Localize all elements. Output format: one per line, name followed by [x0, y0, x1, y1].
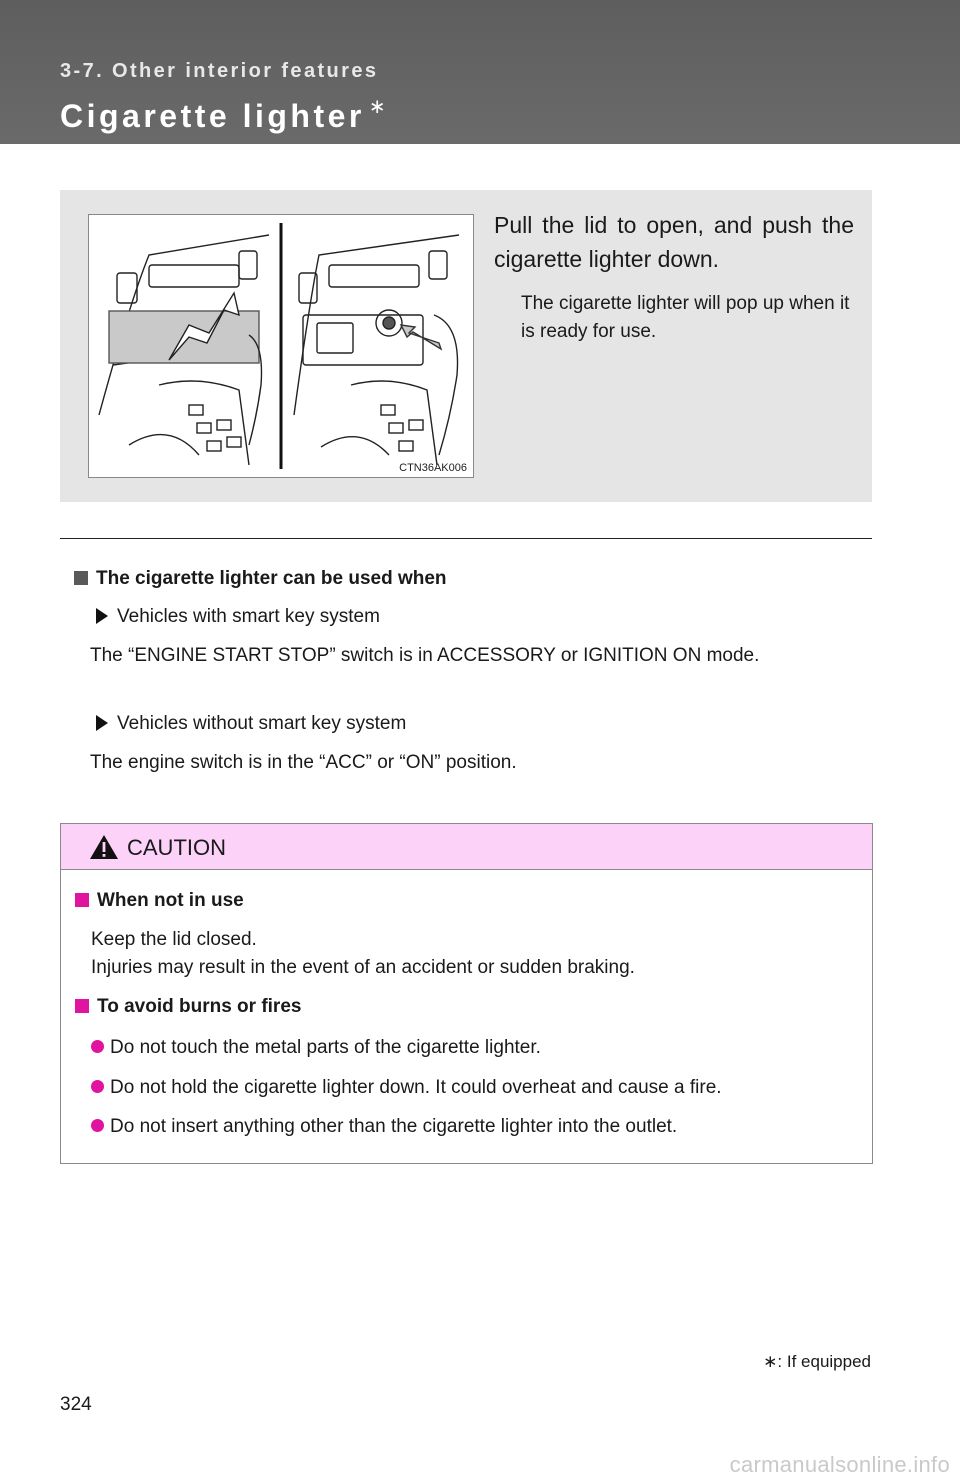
no-smart-key-label — [96, 713, 406, 735]
no-smart-key-label-text: Vehicles without smart key system — [117, 713, 407, 734]
square-bullet-icon — [75, 893, 89, 907]
caution-bullet — [91, 1116, 677, 1138]
figure-instruction: Pull the lid to open, and push the cigarette lighter down. — [494, 212, 854, 272]
caution-section-heading-text: When not in use — [97, 890, 244, 911]
caution-bullet-text: Do not hold the cigarette lighter down. It could overheat and cause a fire. — [110, 1077, 722, 1098]
console-drawing — [89, 215, 473, 477]
watermark: carmanualsonline.info — [729, 1452, 950, 1477]
caution-section-heading — [75, 890, 244, 912]
warning-icon — [89, 834, 119, 860]
caution-section-heading — [75, 996, 301, 1018]
arrow-icon — [96, 715, 108, 731]
bullet-dot-icon — [91, 1119, 104, 1132]
section-label: 3-7. Other interior features — [60, 60, 379, 82]
square-bullet-icon — [75, 999, 89, 1013]
caution-bullet — [91, 1037, 541, 1059]
caution-box — [60, 823, 873, 1164]
smart-key-label-text: Vehicles with smart key system — [117, 606, 380, 627]
cigarette-lighter-illustration — [88, 214, 474, 478]
caution-bullet-text: Do not insert anything other than the cigarette lighter into the outlet. — [110, 1116, 678, 1137]
notes-heading-text: The cigarette lighter can be used when — [96, 568, 447, 589]
bullet-dot-icon — [91, 1080, 104, 1093]
figure-code: CTN36AK006 — [399, 462, 467, 474]
caution-section-heading-text: To avoid burns or fires — [97, 996, 302, 1017]
page-number: 324 — [60, 1394, 92, 1415]
caution-header — [61, 824, 872, 870]
page-header — [0, 0, 960, 144]
smart-key-label — [96, 606, 380, 628]
arrow-icon — [96, 608, 108, 624]
square-bullet-icon — [74, 571, 88, 585]
no-smart-key-text: The engine switch is in the “ACC” or “ON” position. — [90, 752, 517, 773]
caution-bullet — [91, 1077, 722, 1099]
caution-bullet-text: Do not touch the metal parts of the cigarette lighter. — [110, 1037, 541, 1058]
page-title — [60, 94, 386, 135]
if-equipped-mark: ∗ — [368, 96, 386, 118]
caution-text: Keep the lid closed. — [91, 929, 257, 950]
figure-detail: The cigarette lighter will pop up when it is ready for use. — [521, 293, 850, 342]
bullet-dot-icon — [91, 1040, 104, 1053]
caution-text: Injuries may result in the event of an accident or sudden braking. — [91, 957, 635, 978]
divider-rule — [60, 538, 872, 539]
notes-heading — [74, 568, 447, 590]
caution-title: CAUTION — [127, 835, 226, 860]
page-title-text: Cigarette lighter — [60, 98, 365, 134]
footnote: ∗: If equipped — [763, 1352, 871, 1371]
figure-panel — [60, 190, 872, 502]
smart-key-text: The “ENGINE START STOP” switch is in ACCESSORY or IGNITION ON mode. — [90, 645, 760, 666]
